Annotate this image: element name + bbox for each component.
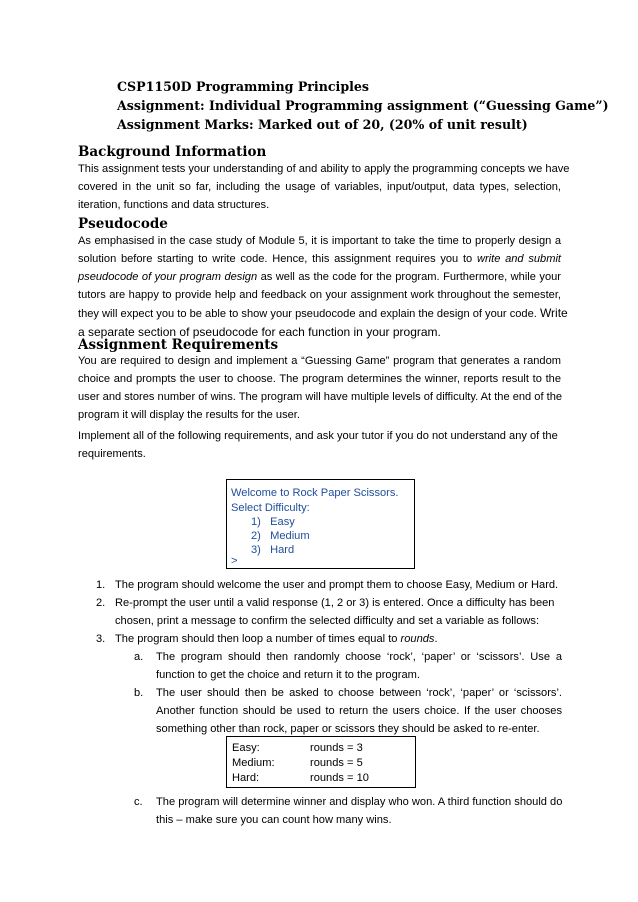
input-prompt: >	[231, 555, 238, 567]
requirements-heading: Assignment Requirements	[78, 337, 279, 353]
paragraph-line: covered in the unit so far, including the usage of variables, input/output, data types, selection,	[78, 181, 561, 193]
rounds-table-box	[226, 736, 416, 788]
list-text: The program should then randomly choose ‘rock’, ‘paper’ or ‘scissors’. Use a	[156, 651, 562, 663]
paragraph-line: program it will display the results for the user.	[78, 409, 300, 421]
paragraph-line: As emphasised in the case study of Module 5, it is important to take the time to properly design a	[78, 235, 561, 247]
list-number: 1.	[96, 579, 106, 591]
paragraph-line	[78, 250, 561, 268]
welcome-text: Welcome to Rock Paper Scissors.	[231, 487, 399, 499]
pseudocode-paragraph	[78, 232, 568, 341]
pseudocode-heading: Pseudocode	[78, 216, 168, 232]
option-label: Easy	[270, 516, 295, 528]
emphasis-text: rounds	[400, 633, 435, 645]
sample-output-box	[226, 479, 415, 569]
list-text: Another function should be used to return the users choice. If the user chooses	[156, 705, 562, 717]
list-text: chosen, print a message to confirm the selected difficulty and set a variable as follows:	[115, 615, 540, 627]
list-text: The program should welcome the user and prompt them to choose Easy, Medium or Hard.	[115, 579, 559, 591]
list-text	[115, 630, 438, 648]
list-number: 3.	[96, 633, 106, 645]
paragraph-text: they will expect you to be able to show your pseudocode and explain the design of your code.	[78, 308, 537, 320]
paragraph-line: requirements.	[78, 448, 146, 460]
list-text: this – make sure you can count how many wins.	[156, 814, 392, 826]
paragraph-line	[78, 268, 561, 286]
list-text-part: The program should then loop a number of times equal to	[115, 633, 398, 645]
background-heading: Background Information	[78, 144, 267, 160]
sub-list-mark: b.	[134, 687, 144, 699]
implement-paragraph	[78, 427, 561, 463]
requirements-paragraph	[78, 352, 561, 424]
difficulty-option	[251, 543, 294, 557]
option-label: Hard	[270, 544, 295, 556]
background-paragraph	[78, 160, 570, 214]
paragraph-line	[78, 304, 568, 323]
sub-list-mark: c.	[134, 796, 143, 808]
paragraph-line: user and stores number of wins. The program will have multiple levels of difficulty. At the end of the	[78, 391, 563, 403]
assignment-title: Assignment: Individual Programming assignment (“Guessing Game”)	[117, 98, 609, 113]
unit-title: CSP1150D Programming Principles	[117, 79, 370, 94]
option-number: 3)	[251, 544, 261, 556]
paragraph-line: iteration, functions and data structures.	[78, 199, 270, 211]
rounds-value: rounds = 5	[310, 757, 363, 769]
select-difficulty-text: Select Difficulty:	[231, 502, 310, 514]
difficulty-level: Medium:	[232, 757, 275, 769]
option-number: 1)	[251, 516, 261, 528]
difficulty-option	[251, 515, 295, 529]
assignment-header	[117, 77, 609, 134]
option-label: Medium	[270, 530, 310, 542]
emphasis-text: pseudocode of your program design	[78, 271, 258, 283]
paragraph-line: This assignment tests your understanding of and ability to apply the programming concepts we have	[78, 163, 570, 175]
emphasis-text: write and submit	[476, 253, 561, 265]
difficulty-option	[251, 529, 310, 543]
paragraph-text: solution before starting to write code. Hence, this assignment requires you to	[78, 253, 473, 265]
assignment-marks: Assignment Marks: Marked out of 20, (20% of unit result)	[117, 117, 528, 132]
rounds-value: rounds = 3	[310, 742, 363, 754]
paragraph-text: as well as the code for the program. Furthermore, while your	[260, 271, 561, 283]
difficulty-level: Easy:	[232, 742, 260, 754]
paragraph-line: choice and prompts the user to choose. The program determines the winner, reports result to the	[78, 373, 561, 385]
list-text: something other than rock, paper or scissors they should be asked to re-enter.	[156, 723, 540, 735]
paragraph-line: Implement all of the following requirements, and ask your tutor if you do not understand any of the	[78, 430, 558, 442]
paragraph-line: a separate section of pseudocode for each function in your program.	[78, 325, 441, 339]
paragraph-text: Write	[539, 306, 568, 320]
list-number: 2.	[96, 597, 106, 609]
list-text: The user should then be asked to choose between ‘rock’, ‘paper’ or ‘scissors’.	[156, 687, 562, 699]
difficulty-level: Hard:	[232, 772, 260, 784]
paragraph-line: You are required to design and implement a “Guessing Game” program that generates a random	[78, 355, 561, 367]
option-number: 2)	[251, 530, 261, 542]
paragraph-line: tutors are happy to provide help and feedback on your assignment work throughout the semester,	[78, 289, 561, 301]
list-text: function to get the choice and return it to the program.	[156, 669, 420, 681]
list-text: The program will determine winner and display who won. A third function should do	[156, 796, 563, 808]
list-text: Re-prompt the user until a valid response (1, 2 or 3) is entered. Once a difficulty has been	[115, 597, 555, 609]
list-text-part: .	[434, 633, 438, 645]
sub-list-mark: a.	[134, 651, 144, 663]
rounds-value: rounds = 10	[310, 772, 369, 784]
